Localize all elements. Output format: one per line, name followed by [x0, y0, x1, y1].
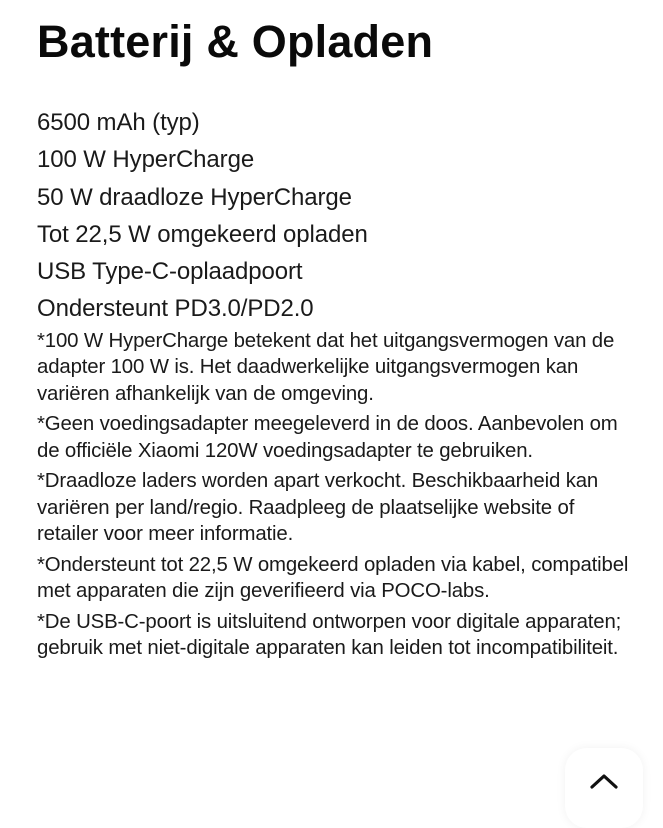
footnote-adapter: *Geen voedingsadapter meegeleverd in de doos. Aanbevolen om de officiële Xiaomi 120W voedingsadapter te gebruiken.: [37, 413, 618, 462]
spec-item-capacity: 6500 mAh (typ): [37, 109, 200, 136]
footnote-usbc: *De USB-C-poort is uitsluitend ontworpen voor digitale apparaten; gebruik met niet-digitale apparaten kan leiden tot incompatibiliteit.: [37, 610, 622, 660]
footnote-reverse: *Ondersteunt tot 22,5 W omgekeerd opladen via kabel, compatibel met apparaten die zijn geverifieerd via POCO-labs.: [37, 553, 629, 603]
spec-item-pd-support: Ondersteunt PD3.0/PD2.0: [37, 295, 314, 323]
spec-item-wired-charge: 100 W HyperCharge: [37, 146, 255, 174]
spec-item-port: USB Type-C-oplaadpoort: [37, 258, 303, 286]
scroll-to-top-button[interactable]: [565, 748, 643, 828]
spec-list: [37, 104, 368, 328]
spec-item-wireless-charge: 50 W draadloze HyperCharge: [37, 183, 352, 211]
chevron-up-icon: [589, 748, 619, 795]
footnote-hypercharge: *100 W HyperCharge betekent dat het uitgangsvermogen van de adapter 100 W is. Het daadwerkelijke uitgangsvermogen kan variëren afhankelijk van de omgeving.: [37, 330, 615, 405]
spec-item-reverse-charge: Tot 22,5 W omgekeerd opladen: [37, 220, 368, 248]
section-title: Batterij & Opladen: [37, 16, 434, 67]
footnotes: [37, 328, 637, 666]
footnote-wireless: *Draadloze laders worden apart verkocht. Beschikbaarheid kan variëren per land/regio. Raadpleeg de plaatselijke website of retailer voor meer informatie.: [37, 470, 599, 546]
